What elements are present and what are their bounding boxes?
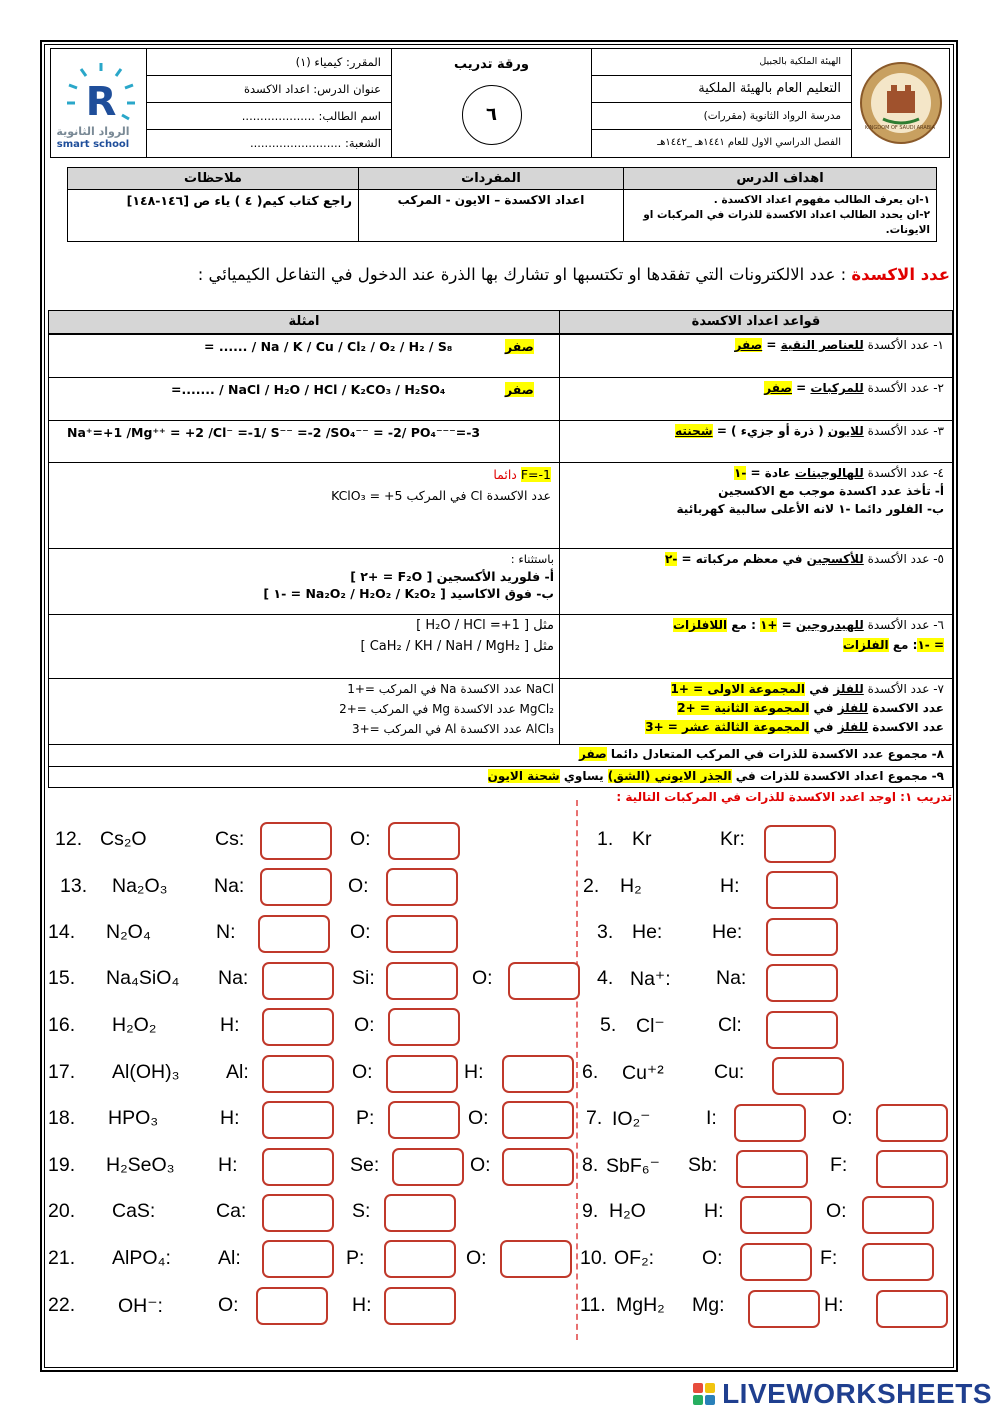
example-1-text: = ...... / Na / K / Cu / Cl₂ / O₂ / H₂ / S₈: [204, 339, 453, 354]
exercise-22-label-2: H:: [352, 1294, 372, 1316]
rule-7-in2: في: [809, 701, 838, 715]
exercise-18-formula: HPO₃: [108, 1107, 159, 1129]
rule-8-text: ٨- مجموع عدد الاكسدة للذرات في المركب المتعادل دائما: [606, 747, 944, 761]
answer-box-14-1[interactable]: [258, 915, 330, 953]
exercise-21-number: 21.: [48, 1247, 76, 1269]
objectives-table: [67, 167, 937, 242]
row-line: [49, 548, 952, 549]
answer-box-16-2[interactable]: [388, 1008, 460, 1046]
answer-box-17-1[interactable]: [262, 1055, 334, 1093]
emblem-caption: KINGDOM OF SAUDI ARABIA: [864, 125, 936, 131]
exercise-14-formula: N₂O₄: [106, 921, 151, 943]
answer-box-11-2[interactable]: [876, 1290, 948, 1328]
sheet-title: ورقة تدريب: [453, 57, 529, 72]
answer-box-17-3[interactable]: [502, 1055, 574, 1093]
exercise-14-number: 14.: [48, 921, 76, 943]
rule-6-value2: -١: [917, 638, 930, 652]
answer-box-13-1[interactable]: [260, 868, 332, 906]
answer-box-2-1[interactable]: [766, 871, 838, 909]
rule-4-text: ٤- عدد الأكسدة: [863, 466, 944, 480]
header-sheet-cell: [391, 49, 591, 157]
rule-6-text: ٦- عدد الأكسدة: [863, 618, 944, 632]
column-divider: [559, 311, 560, 744]
rule-7-subject: للفلز: [833, 682, 864, 696]
rule-7-in3: في: [809, 720, 838, 734]
notes-cell: راجع كتاب كيم( ٤ ) ياء ص [١٤٦-١٤٨]: [126, 193, 352, 208]
rules-table: [48, 310, 953, 788]
header-school-info: [591, 49, 851, 157]
row-line: [49, 462, 952, 463]
exercise-3-label-1: He:: [712, 921, 743, 943]
goal-2: ٢-ان يحدد الطالب اعداد الاكسدة للذرات في المركبات او الايونات.: [643, 209, 930, 236]
row-line: [49, 766, 952, 767]
exercise-11-label-1: Mg:: [692, 1294, 725, 1316]
answer-box-20-2[interactable]: [384, 1194, 456, 1232]
example-5-peroxides: ب- فوق الاكاسيد [ Na₂O₂ / H₂O₂ / K₂O₂ = -١ ]: [263, 586, 554, 601]
answer-box-17-2[interactable]: [386, 1055, 458, 1093]
student-name-field: اسم الطالب: ....................: [147, 103, 391, 130]
exercise-17-label-2: O:: [352, 1061, 373, 1083]
exercise-22-label-1: O:: [218, 1294, 239, 1316]
exercise-9-label-1: H:: [704, 1200, 724, 1222]
example-7-mgcl2: MgCl₂ عدد الاكسدة Mg في المركب =+2: [339, 702, 554, 716]
exercise-10-formula: OF₂:: [614, 1247, 655, 1269]
logo-letter: R: [85, 79, 117, 125]
exercise-12-label-1: Cs:: [215, 828, 245, 850]
exercise-6-formula: Cu⁺²: [622, 1062, 664, 1084]
exercise-7-formula: IO₂⁻: [612, 1108, 651, 1130]
exercise-18-label-3: O:: [468, 1107, 489, 1129]
exercise-7-number: 7.: [586, 1107, 603, 1129]
rule-2-eq: =: [792, 381, 811, 395]
rule-7-group2: المجموعة الثانية = +2: [677, 701, 810, 715]
exercise-13-formula: Na₂O₃: [112, 875, 168, 897]
rule-4-note-b: ب- الفلور دائما -١ لانه الأعلى سالبية كهربائية: [676, 502, 944, 516]
rule-3: [675, 424, 944, 439]
liveworksheets-footer[interactable]: [692, 1379, 992, 1409]
rule-5-text: ٥- عدد الأكسدة: [863, 552, 944, 566]
rule-7-text2: عدد الاكسدة: [868, 701, 944, 715]
exercise-15-label-3: O:: [472, 967, 493, 989]
example-3: Na⁺=+1 /Mg⁺⁺ = +2 /Cl⁻ =-1/ S⁻⁻ =-2 /SO₄⁻⁻ = -2/ PO₄⁻⁻⁻=-3: [67, 425, 481, 440]
example-6-metal: مثل [ CaH₂ / KH / NaH / MgH₂ ]: [360, 639, 554, 654]
rule-7-group1: المجموعة الاولى = +1: [670, 682, 806, 696]
example-5: [209, 551, 554, 602]
exercise-2-label-1: H:: [720, 875, 740, 897]
answer-box-8-1[interactable]: [736, 1150, 808, 1188]
exercise-19-label-3: O:: [470, 1154, 491, 1176]
exercise-20-formula: CaS:: [112, 1200, 156, 1222]
rule-4-value: -١: [734, 466, 747, 480]
exercise-20-label-1: Ca:: [216, 1200, 247, 1222]
rule-3-text: ٣- عدد الأكسدة: [863, 424, 944, 438]
exercise-1-label-1: Kr:: [720, 828, 745, 850]
rule-9-text: ٩- مجموع اعداد الاكسدة للذرات في: [731, 769, 944, 783]
exercise-7-label-1: I:: [706, 1107, 717, 1129]
header-authority: الهيئة الملكية بالجبيل: [592, 49, 851, 76]
exercise-14-label-1: N:: [216, 921, 236, 943]
exercise-4-number: 4.: [597, 967, 614, 989]
exercise-7-label-2: O:: [832, 1107, 853, 1129]
definition-text: : عدد الالكترونات التي تفقدها او تكتسبها او تشارك بها الذرة عند الدخول في التفاعل الكيميائي :: [197, 265, 847, 284]
example-1-zero: [505, 338, 534, 355]
exercise-9-number: 9.: [582, 1200, 599, 1222]
exercise-6-label-1: Cu:: [714, 1061, 745, 1083]
exercise-19-label-2: Se:: [350, 1154, 380, 1176]
answer-box-18-2[interactable]: [388, 1101, 460, 1139]
answer-box-21-2[interactable]: [384, 1240, 456, 1278]
example-6: [259, 617, 554, 655]
rule-7-subject2: للفلز: [837, 701, 869, 715]
exercise-5-label-1: Cl:: [718, 1014, 742, 1036]
row-line: [49, 377, 952, 378]
school-name-en: smart school: [56, 139, 130, 150]
answer-box-11-1[interactable]: [748, 1290, 820, 1328]
answer-box-7-1[interactable]: [734, 1104, 806, 1142]
rule-3-subject: للايون: [827, 424, 864, 438]
answer-box-9-2[interactable]: [862, 1196, 934, 1234]
answer-box-21-3[interactable]: [500, 1240, 572, 1278]
liveworksheets-logo-icon: [692, 1382, 718, 1406]
exercise-9-formula: H₂O: [609, 1200, 646, 1222]
exercise-20-label-2: S:: [352, 1200, 371, 1222]
exercise-5-formula: Cl⁻: [636, 1015, 665, 1037]
exercise-21-label-2: P:: [346, 1247, 365, 1269]
rule-9-radical: الجذر الايوني (الشق): [607, 769, 732, 783]
example-4-always: دائما: [493, 467, 517, 482]
answer-box-7-2[interactable]: [876, 1104, 948, 1142]
exercise-21-formula: AlPO₄:: [112, 1247, 171, 1269]
example-5-except: باستثناء :: [510, 552, 554, 566]
rules-header: قواعد اعداد الاكسدة: [560, 311, 952, 334]
example-2-value: صفر: [505, 382, 534, 397]
rule-4-note-a: أ- تأخذ عدد اكسدة موجب مع الاكسجين: [718, 484, 944, 498]
exercise-18-label-2: P:: [356, 1107, 375, 1129]
example-7-nacl: NaCl عدد الاكسدة Na في المركب =+1: [347, 682, 554, 696]
exercise-22-formula: OH⁻:: [118, 1295, 163, 1317]
rule-9: [488, 769, 944, 784]
exercise-20-number: 20.: [48, 1200, 76, 1222]
vocab-header: المفردات: [358, 168, 623, 190]
exercise-1-number: 1.: [597, 828, 614, 850]
rule-1-value: صفر: [734, 338, 763, 352]
school-name-ar: الرواد الثانوية: [56, 125, 130, 138]
example-4: [281, 466, 551, 504]
rule-9-charge: شحنة الايون: [487, 769, 560, 783]
definition-term: عدد الاكسدة: [851, 265, 950, 284]
rule-4: [677, 466, 944, 517]
rule-7-text3: عدد الاكسدة: [868, 720, 944, 734]
section-field: الشعبة: .........................: [249, 136, 381, 150]
rule-8-value: صفر: [579, 747, 607, 761]
example-2: [171, 381, 445, 398]
example-5-f2o: أ- فلوريد الأكسجين [ F₂O = +٢ ]: [350, 569, 554, 584]
answer-box-3-1[interactable]: [766, 918, 838, 956]
rule-5-value: -٢: [665, 552, 678, 566]
exercise-17-label-1: Al:: [226, 1061, 249, 1083]
header-logo-left-cell: [49, 49, 146, 157]
example-4-fluorine: F=-1: [520, 467, 551, 482]
column-separator: [576, 800, 578, 1340]
rule-6-nonmetals: اللافلزات: [673, 618, 728, 632]
row-line: [49, 678, 952, 679]
exercise-16-label-2: O:: [354, 1014, 375, 1036]
rule-6-eq2: =: [929, 638, 944, 652]
rule-6-with2: : مع: [888, 638, 918, 652]
rule-9-equals: يساوي: [559, 769, 608, 783]
answer-box-4-1[interactable]: [766, 964, 838, 1002]
rule-1: [735, 338, 945, 353]
rule-1-text: ١- عدد الأكسدة: [863, 338, 944, 352]
rule-5-eq: في معظم مركباته =: [677, 552, 807, 566]
row-line: [49, 744, 952, 745]
rule-6-eq: =: [777, 618, 796, 632]
exercise-8-label-2: F:: [830, 1154, 848, 1176]
answer-box-20-1[interactable]: [262, 1194, 334, 1232]
rule-2-subject: للمركبات: [810, 381, 864, 395]
example-1: [204, 338, 452, 355]
answer-box-5-1[interactable]: [766, 1011, 838, 1049]
answer-box-10-1[interactable]: [740, 1243, 812, 1281]
exercise-21-label-1: Al:: [218, 1247, 241, 1269]
rule-3-eq: ( ذرة أو جزيء ) =: [712, 424, 828, 438]
answer-box-15-1[interactable]: [262, 962, 334, 1000]
header-lesson-info: [146, 49, 391, 157]
rule-1-subject: للعناصر النقية: [780, 338, 864, 352]
answer-box-10-2[interactable]: [862, 1243, 934, 1281]
answer-box-18-1[interactable]: [262, 1101, 334, 1139]
answer-box-13-2[interactable]: [386, 868, 458, 906]
answer-box-18-3[interactable]: [502, 1101, 574, 1139]
answer-box-21-1[interactable]: [262, 1240, 334, 1278]
exercise-21-label-3: O:: [466, 1247, 487, 1269]
answer-box-1-1[interactable]: [764, 825, 836, 863]
answer-box-22-1[interactable]: [256, 1287, 328, 1325]
goals-cell: [623, 190, 936, 242]
rule-7-subject3: للفلز: [837, 720, 869, 734]
exercise-13-label-2: O:: [348, 875, 369, 897]
examples-header: امثلة: [49, 311, 559, 334]
exercise-6-number: 6.: [582, 1061, 599, 1083]
goal-1: ١-ان يعرف الطالب مفهوم اعداد الاكسدة .: [713, 194, 930, 206]
exercise-1-formula: Kr: [632, 828, 652, 850]
header-semester: الفصل الدراسي الاول للعام ١٤٤١هـ _١٤٤٢هـ: [657, 137, 841, 148]
answer-box-19-2[interactable]: [392, 1148, 464, 1186]
rule-2: [764, 381, 944, 396]
header-education: التعليم العام بالهيئة الملكية: [592, 76, 851, 103]
exercise-10-label-2: F:: [820, 1247, 838, 1269]
example-4-klo3: عدد الاكسدة Cl في المركب KClO₃ = +5: [331, 488, 551, 503]
exercise-8-formula: SbF₆⁻: [606, 1155, 660, 1177]
answer-box-8-2[interactable]: [876, 1150, 948, 1188]
exercise-22-number: 22.: [48, 1294, 76, 1316]
exercise-17-number: 17.: [48, 1061, 76, 1083]
exercise-19-formula: H₂SeO₃: [106, 1154, 175, 1176]
exercise-10-number: 10.: [580, 1247, 608, 1269]
example-6-nonmetal: مثل [ H₂O / HCl =+1 ]: [416, 618, 554, 633]
exercise-18-label-1: H:: [220, 1107, 240, 1129]
rule-2-value: صفر: [764, 381, 792, 395]
exercise-8-label-1: Sb:: [688, 1154, 718, 1176]
rule-1-eq: =: [762, 338, 781, 352]
row-line: [49, 334, 952, 335]
answer-box-6-1[interactable]: [772, 1057, 844, 1095]
rule-7-in: في: [805, 682, 834, 696]
exercise-3-number: 3.: [597, 921, 614, 943]
saudi-emblem-logo: [859, 57, 943, 151]
answer-box-19-1[interactable]: [262, 1148, 334, 1186]
rule-7: [645, 682, 944, 735]
answer-box-9-1[interactable]: [740, 1196, 812, 1234]
exercise-11-formula: MgH₂: [616, 1294, 665, 1316]
exercise-15-formula: Na₄SiO₄: [106, 967, 180, 989]
course-label: المقرر: كيمياء (١): [147, 49, 391, 76]
training-title: تدريب ١: اوجد اعدد الاكسدة للذرات في المركبات التالية :: [616, 790, 952, 804]
exercise-18-number: 18.: [48, 1107, 76, 1129]
rule-6: [673, 618, 944, 653]
answer-box-19-3[interactable]: [502, 1148, 574, 1186]
rule-7-group13: المجموعة الثالثة عشر = +3: [645, 720, 810, 734]
vocab-cell: اعداد الاكسدة – الايون - المركب: [358, 190, 623, 242]
example-7-alcl3: AlCl₃ عدد الاكسدة Al في المركب =+3: [351, 722, 554, 736]
exercise-10-label-1: O:: [702, 1247, 723, 1269]
exercise-19-number: 19.: [48, 1154, 76, 1176]
exercise-9-label-2: O:: [826, 1200, 847, 1222]
rule-6-with: : مع: [727, 618, 761, 632]
example-2-zero: [505, 381, 534, 398]
lesson-title: عنوان الدرس: اعداد الاكسدة: [147, 76, 391, 103]
exercise-15-label-1: Na:: [218, 967, 249, 989]
rule-4-subject: للهالوجينات: [794, 466, 864, 480]
exercise-3-formula: He:: [632, 921, 663, 943]
example-2-text: =....... / NaCl / H₂O / HCl / K₂CO₃ / H₂SO₄: [171, 382, 446, 397]
exercise-12-formula: Cs₂O: [100, 828, 147, 850]
exercise-11-label-2: H:: [824, 1294, 844, 1316]
exercise-12-number: 12.: [55, 828, 83, 850]
notes-header: ملاحظات: [68, 168, 358, 190]
rule-6-subject: للهيدروجين: [795, 618, 864, 632]
example-7: [279, 681, 554, 738]
exercise-14-label-2: O:: [350, 921, 371, 943]
sheet-number: ٦: [462, 85, 522, 145]
row-line: [49, 614, 952, 615]
oxidation-number-definition: [198, 265, 950, 284]
exercise-19-label-1: H:: [218, 1154, 238, 1176]
rule-6-value: +١: [760, 618, 778, 632]
row-line: [49, 420, 952, 421]
exercise-17-label-3: H:: [464, 1061, 484, 1083]
answer-box-14-2[interactable]: [386, 915, 458, 953]
exercise-11-number: 11.: [580, 1294, 606, 1316]
rule-6-metals: الفلزات: [842, 638, 889, 652]
exercise-13-label-1: Na:: [214, 875, 245, 897]
answer-box-12-2[interactable]: [388, 822, 460, 860]
rule-8: [579, 747, 944, 762]
answer-box-22-2[interactable]: [384, 1287, 456, 1325]
header-logo-right-cell: [851, 49, 949, 157]
rule-5-subject: للأكسجين: [806, 552, 864, 566]
exercise-13-number: 13.: [60, 875, 88, 897]
liveworksheets-brand: LIVEWORKSHEETS: [722, 1378, 992, 1409]
example-1-value: صفر: [505, 339, 534, 354]
answer-box-16-1[interactable]: [262, 1008, 334, 1046]
exercise-4-formula: Na⁺:: [630, 968, 671, 990]
exercise-17-formula: Al(OH)₃: [112, 1061, 180, 1083]
exercise-2-formula: H₂: [620, 875, 642, 897]
exercise-15-label-2: Si:: [352, 967, 375, 989]
rule-2-text: ٢- عدد الأكسدة: [863, 381, 944, 395]
rule-7-text: ٧- عدد الأكسدة: [863, 682, 944, 696]
exercise-4-label-1: Na:: [716, 967, 747, 989]
exercise-16-number: 16.: [48, 1014, 76, 1036]
rule-4-eq: عادة =: [746, 466, 795, 480]
answer-box-12-1[interactable]: [260, 822, 332, 860]
header-table: [50, 48, 950, 158]
exercise-16-formula: H₂O₂: [112, 1014, 157, 1036]
goals-header: اهداف الدرس: [623, 168, 936, 190]
exercise-8-number: 8.: [582, 1154, 599, 1176]
rule-3-value: شحنته: [675, 424, 713, 438]
exercise-15-number: 15.: [48, 967, 76, 989]
exercise-5-number: 5.: [600, 1014, 617, 1036]
rule-5: [665, 552, 944, 567]
answer-box-15-2[interactable]: [386, 962, 458, 1000]
exercise-12-label-2: O:: [350, 828, 371, 850]
exercise-2-number: 2.: [583, 875, 600, 897]
header-school-name: مدرسة الرواد الثانوية (مقررات): [592, 103, 851, 130]
answer-box-15-3[interactable]: [508, 962, 580, 1000]
exercise-16-label-1: H:: [220, 1014, 240, 1036]
